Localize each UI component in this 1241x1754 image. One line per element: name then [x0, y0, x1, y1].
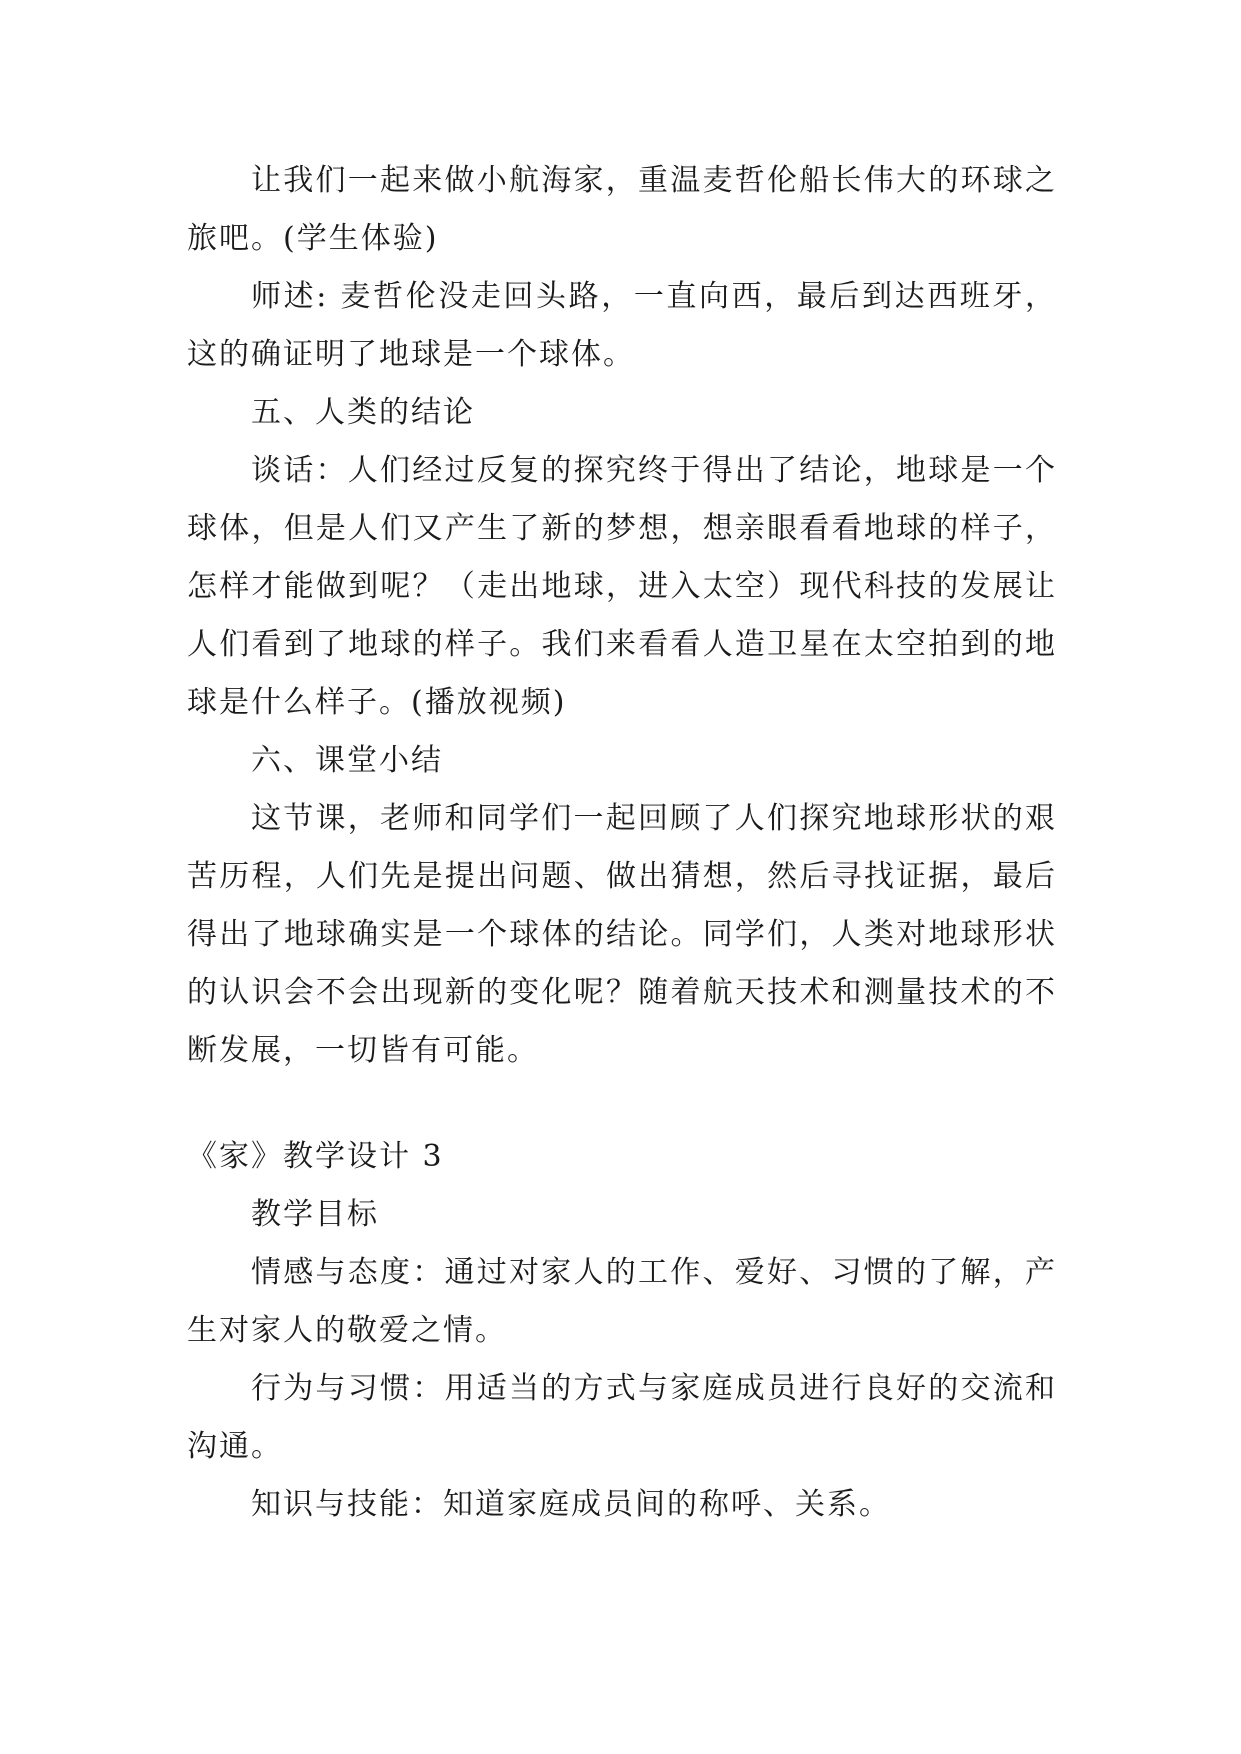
- paragraph-emotion: 情感与态度：通过对家人的工作、爱好、习惯的了解，产生对家人的敬爱之情。: [187, 1255, 1057, 1348]
- paragraph-summary: 这节课，老师和同学们一起回顾了人们探究地球形状的艰苦历程，人们先是提出问题、做出猜想，然后寻找证据，最后得出了地球确实是一个球体的结论。同学们，人类对地球形状的认识会不会出现新的变化呢？随着航天技术和测量技术的不断发展，一切皆有可能。: [187, 801, 1057, 1068]
- paragraph-teacher-statement: 师述: 麦哲伦没走回头路，一直向西，最后到达西班牙，这的确证明了地球是一个球体。: [187, 279, 1057, 372]
- paragraph-knowledge: 知识与技能：知道家庭成员间的称呼、关系。: [251, 1487, 891, 1522]
- document-body: [187, 152, 1057, 1534]
- paragraph-behavior: 行为与习惯：用适当的方式与家庭成员进行良好的交流和沟通。: [187, 1371, 1057, 1464]
- section-heading-goals: 教学目标: [251, 1197, 379, 1232]
- paragraph-voyage: 让我们一起来做小航海家，重温麦哲伦船长伟大的环球之旅吧。(学生体验): [187, 163, 1057, 256]
- paragraph-talk: 谈话：人们经过反复的探究终于得出了结论，地球是一个球体，但是人们又产生了新的梦想，想亲眼看看地球的样子，怎样才能做到呢？（走出地球，进入太空）现代科技的发展让人们看到了地球的样子。我们来看看人造卫星在太空拍到的地球是什么样子。(播放视频): [187, 453, 1057, 720]
- section-heading-six: 六、课堂小结: [251, 743, 443, 778]
- document-title: 《家》教学设计 3: [187, 1139, 444, 1174]
- section-heading-five: 五、人类的结论: [251, 395, 475, 430]
